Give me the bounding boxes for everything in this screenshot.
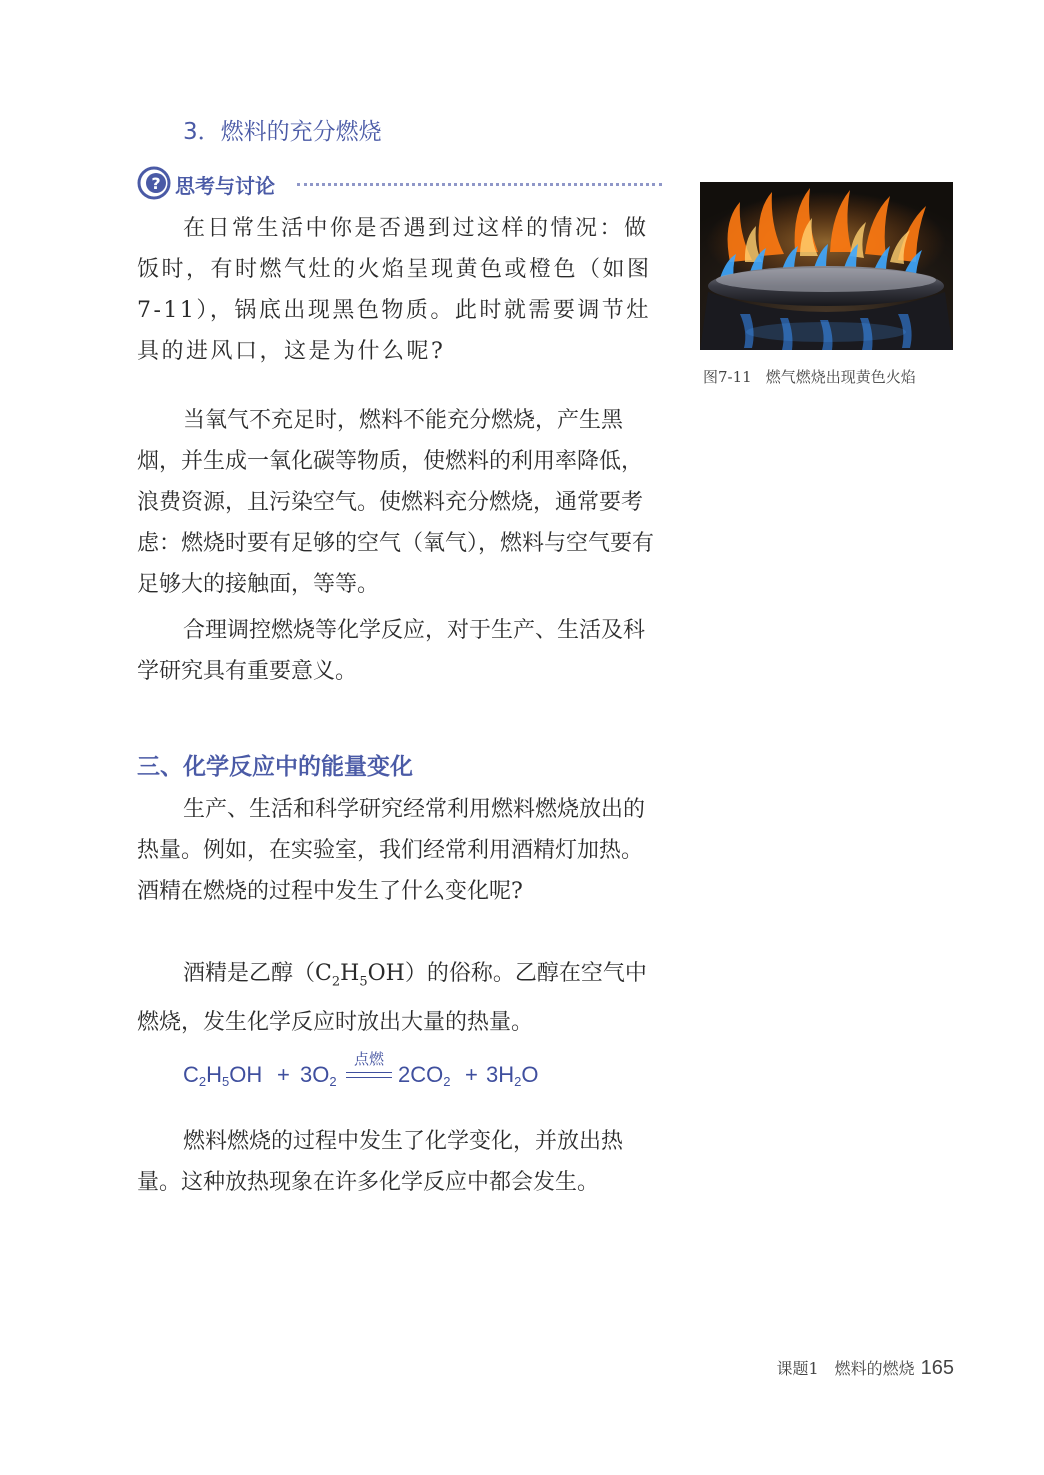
reactant-oxygen: $3O_2$ bbox=[300, 1062, 337, 1089]
paragraph-heat: 生产、生活和科学研究经常利用燃料燃烧放出的热量。例如，在实验室，我们经常利用酒精灯加热。酒精在燃烧的过程中发生了什么变化呢? bbox=[137, 797, 646, 904]
dotted-divider bbox=[297, 183, 662, 186]
figure-number: 图7-11 bbox=[703, 368, 752, 386]
product-co2: $2CO_2$ bbox=[398, 1062, 451, 1089]
paragraph-importance: 合理调控燃烧等化学反应，对于生产、生活及科学研究具有重要意义。 bbox=[137, 618, 646, 684]
section-heading: 三、化学反应中的能量变化 bbox=[137, 754, 413, 780]
product-water: $3H_2O$ bbox=[486, 1062, 539, 1089]
figure-caption bbox=[703, 366, 916, 387]
page-number: 165 bbox=[920, 1357, 954, 1379]
paragraph-oxygen: 当氧气不充足时，燃料不能充分燃烧，产生黑烟，并生成一氧化碳等物质，使燃料的利用率降低，浪费资源，且污染空气。使燃料充分燃烧，通常要考虑：燃烧时要有足够的空气（氧气），燃料与空气要有足够大的接触面，等等。 bbox=[137, 408, 655, 597]
plus-sign: + bbox=[277, 1062, 290, 1087]
plus-sign: + bbox=[465, 1062, 478, 1087]
paragraph-conclusion: 燃料燃烧的过程中发生了化学变化，并放出热量。这种放热现象在许多化学反应中都会发生。 bbox=[137, 1129, 624, 1195]
gas-flame-photo bbox=[700, 182, 953, 350]
svg-text:?: ? bbox=[151, 174, 161, 193]
page-footer bbox=[776, 1356, 954, 1380]
lesson-title: 课题1 燃料的燃烧 bbox=[776, 1359, 915, 1378]
figure-caption-text: 燃气燃烧出现黄色火焰 bbox=[765, 368, 916, 386]
equals-sign bbox=[346, 1072, 392, 1078]
question-bubble-icon bbox=[137, 166, 171, 200]
discussion-label: 思考与讨论 bbox=[175, 174, 275, 198]
paragraph-ethanol: 酒精是乙醇$(C_2H_5OH)$的俗称。乙醇在空气中燃烧，发生化学反应时放出大量的热量。 bbox=[137, 961, 647, 1036]
section-title: 3．燃料的充分燃烧 bbox=[183, 119, 382, 145]
discussion-text: 在日常生活中你是否遇到过这样的情况：做饭时，有时燃气灶的火焰呈现黄色或橙色（如图7-11），锅底出现黑色物质。此时就需要调节灶具的进风口，这是为什么呢? bbox=[137, 216, 652, 364]
ethanol-formula: $C_2H_5OH$ bbox=[315, 961, 405, 990]
combustion-equation bbox=[183, 1052, 603, 1092]
discussion-header bbox=[137, 166, 662, 200]
reaction-condition: 点燃 bbox=[353, 1051, 384, 1068]
reactant-ethanol: $C_2H_5OH$ bbox=[183, 1062, 263, 1089]
